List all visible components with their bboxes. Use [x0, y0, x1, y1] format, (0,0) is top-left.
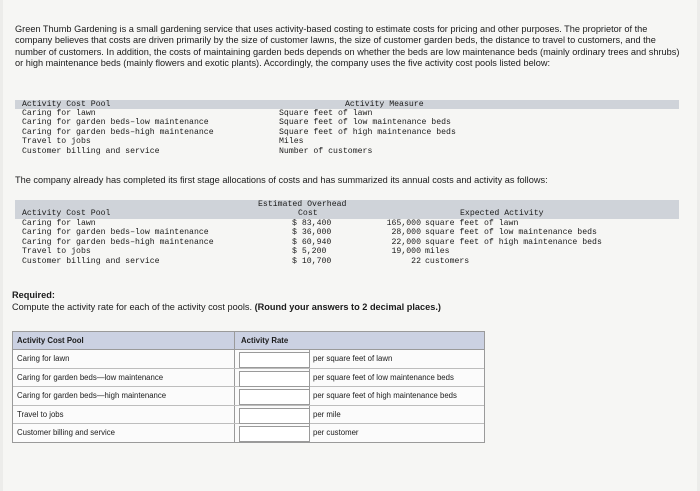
header-activity-measure: Activity Measure — [345, 100, 424, 109]
activity-measure: Square feet of low maintenance beds — [279, 118, 451, 128]
pool-name: Caring for garden beds—low maintenance — [13, 369, 235, 387]
table-row — [15, 228, 679, 237]
activity-measure: Miles — [279, 137, 304, 147]
table-row — [15, 219, 679, 228]
activity-unit: customers — [425, 256, 470, 266]
activity-rate-input-lawn[interactable] — [239, 352, 310, 368]
table-row — [13, 369, 484, 388]
table-row — [15, 238, 679, 247]
header-activity-cost-pool: Activity Cost Pool — [22, 100, 111, 109]
table-row — [15, 247, 679, 256]
table-row — [13, 350, 484, 369]
rate-unit: per square feet of low maintenance beds — [309, 369, 484, 387]
activity-unit: square feet of low maintenance beds — [425, 228, 597, 238]
table-row — [15, 118, 679, 127]
activity-measure: Square feet of high maintenance beds — [279, 127, 456, 137]
activity-measure: Square feet of lawn — [279, 109, 373, 118]
expected-quantity: 22,000 — [391, 237, 421, 247]
pool-name: Caring for garden beds–high maintenance — [22, 237, 214, 247]
table-row — [15, 147, 679, 156]
pool-name: Caring for garden beds–high maintenance — [22, 127, 214, 137]
table-row — [13, 424, 484, 442]
activity-measure-table — [15, 100, 679, 156]
activity-measure-header — [15, 100, 679, 109]
pool-name: Travel to jobs — [22, 247, 91, 257]
activity-rate-input-high-maintenance[interactable] — [239, 389, 310, 405]
activity-unit: miles — [425, 247, 450, 257]
header-cost: Cost — [298, 209, 318, 218]
pool-name: Caring for lawn — [22, 109, 96, 118]
answer-table-header — [13, 332, 484, 350]
required-instruction: Compute the activity rate for each of the activity cost pools. — [12, 301, 253, 312]
header-activity-rate: Activity Rate — [241, 336, 289, 345]
pool-name: Customer billing and service — [13, 424, 235, 442]
activity-unit: square feet of high maintenance beds — [425, 237, 602, 247]
problem-page — [3, 0, 697, 491]
expected-quantity: 28,000 — [391, 228, 421, 238]
overhead-cost: $ 83,400 — [292, 219, 332, 228]
activity-rate-input-billing[interactable] — [239, 426, 310, 442]
overhead-cost: $ 60,940 — [292, 237, 332, 247]
required-section — [12, 290, 441, 313]
table-row — [15, 128, 679, 137]
pool-name: Caring for lawn — [13, 350, 235, 368]
table-row — [15, 137, 679, 146]
rate-unit: per square feet of lawn — [309, 350, 484, 368]
rate-unit: per customer — [309, 424, 484, 442]
expected-quantity: 165,000 — [386, 219, 421, 228]
overhead-activity-table — [15, 200, 679, 266]
activity-unit: square feet of lawn — [425, 219, 519, 228]
table-row — [15, 257, 679, 266]
required-label: Required: — [12, 290, 55, 300]
pool-name: Caring for lawn — [22, 219, 96, 228]
activity-measure: Number of customers — [279, 146, 373, 156]
header-expected-activity: Expected Activity — [460, 209, 544, 218]
pool-name: Customer billing and service — [22, 256, 160, 266]
pool-name: Caring for garden beds–low maintenance — [22, 228, 209, 238]
header-estimated-overhead: Estimated Overhead — [258, 200, 347, 209]
rounding-instruction: (Round your answers to 2 decimal places.) — [254, 301, 441, 312]
summary-intro-text: The company already has completed its first stage allocations of costs and has summarized its annual costs and activity as follows: — [15, 175, 548, 185]
table-row — [13, 387, 484, 406]
table-row — [15, 109, 679, 118]
pool-name: Caring for garden beds–low maintenance — [22, 118, 209, 128]
overhead-cost: $ 5,200 — [292, 247, 327, 257]
header-activity-cost-pool: Activity Cost Pool — [13, 332, 235, 349]
rate-unit: per square feet of high maintenance beds — [309, 387, 484, 405]
overhead-cost: $ 36,000 — [292, 228, 332, 238]
pool-name: Travel to jobs — [13, 406, 235, 424]
expected-quantity: 22 — [411, 256, 421, 266]
pool-name: Travel to jobs — [22, 137, 91, 147]
overhead-cost: $ 10,700 — [292, 256, 332, 266]
expected-quantity: 19,000 — [391, 247, 421, 257]
activity-rate-input-low-maintenance[interactable] — [239, 371, 310, 387]
pool-name: Caring for garden beds—high maintenance — [13, 387, 235, 405]
answer-table — [12, 331, 485, 443]
table-row — [13, 406, 484, 425]
pool-name: Customer billing and service — [22, 146, 160, 156]
overhead-table-header — [15, 200, 679, 219]
header-activity-cost-pool: Activity Cost Pool — [22, 209, 111, 218]
rate-unit: per mile — [309, 406, 484, 424]
activity-rate-input-travel[interactable] — [239, 408, 310, 424]
intro-paragraph: Green Thumb Gardening is a small gardening service that uses activity-based costing to estimate costs for pricing and other purposes. The proprietor of the company believes that costs are driven primarily by the size of customer lawns, the size of customer garden beds, the distance to travel to customers, and the number of customers. In addition, the costs of maintaining garden beds depends on whether the beds are low maintenance beds (mainly ordinary trees and shrubs) or high maintenance beds (mainly flowers and exotic plants). Accordingly, the company uses the five activity cost pools listed below: — [15, 24, 680, 69]
